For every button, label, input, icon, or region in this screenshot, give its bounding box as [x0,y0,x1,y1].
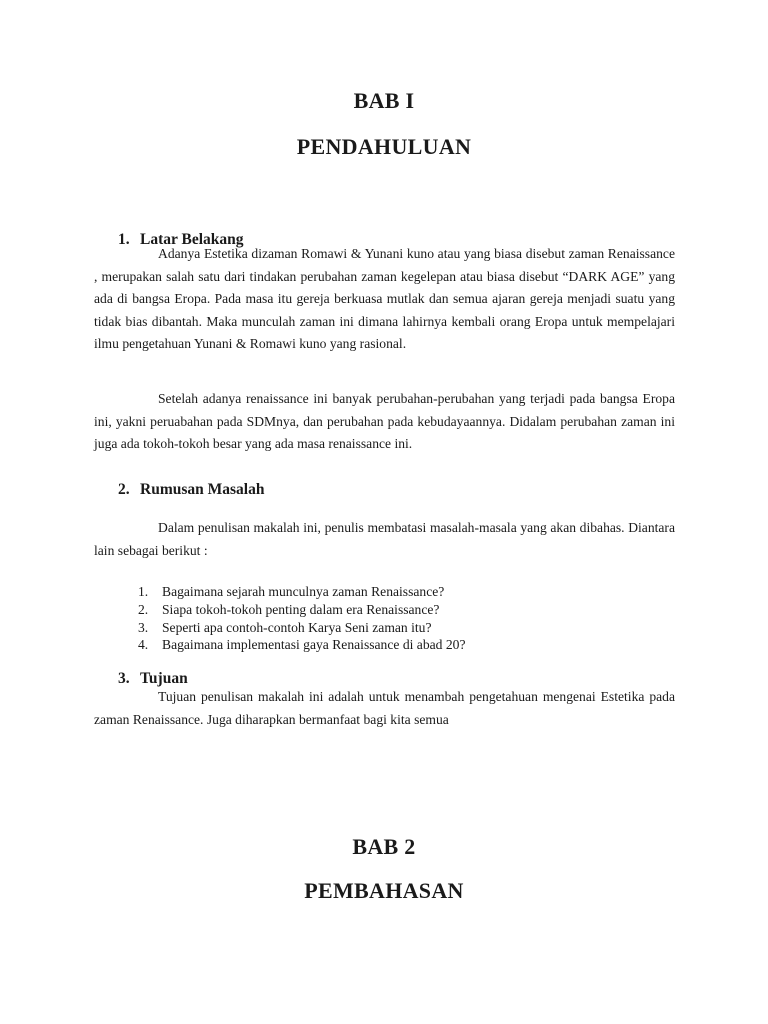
list-item: 1. Bagaimana sejarah munculnya zaman Renaissance? [138,584,445,599]
section-number: 1. [118,231,130,248]
list-item: 4. Bagaimana implementasi gaya Renaissance di abad 20? [138,637,466,653]
list-item: 3. Seperti apa contoh-contoh Karya Seni zaman itu? [138,619,432,635]
chapter-subtitle: PEMBAHASAN [304,878,464,903]
paragraph-text: Setelah adanya renaissance ini banyak perubahan-perubahan yang terjadi pada bangsa Eropa ini, yakni peruabahan pada SDMnya, dan perubahan pada kebudayaannya. Didalam perubahan zaman ini juga ada tokoh-tokoh besar yang ada masa renaissance ini. [94,391,675,452]
section-number: 3. [118,670,130,687]
paragraph-tujuan [94,686,675,731]
chapter-subtitle: PENDAHULUAN [296,134,472,159]
section-title: Latar Belakang [140,231,244,248]
section-title: Rumusan Masalah [140,481,265,498]
paragraph-text: Dalam penulisan makalah ini, penulis membatasi masalah-masala yang akan dibahas. Diantara lain sebagai berikut : [94,520,675,558]
question-list [138,583,465,654]
paragraph-latar-belakang-2 [94,388,675,456]
paragraph-latar-belakang-1 [94,243,675,356]
section-title: Tujuan [140,670,188,687]
chapter-title: BAB I [353,88,415,113]
paragraph-text: Tujuan penulisan makalah ini adalah untuk menambah pengetahuan mengenai Estetika pada zaman Renaissance. Juga diharapkan bermanfaat bagi kita semua [94,689,675,727]
section-number: 2. [118,481,130,498]
paragraph-text: Adanya Estetika dizaman Romawi & Yunani kuno atau yang biasa disebut zaman Renaissance , merupakan salah satu dari tindakan perubahan zaman kegelepan atau biasa disebut “DARK AGE” yang ada di bangsa Eropa. Pada masa itu gereja berkuasa mutlak dan semua ajaran gereja menjadi suatu yang tidak bias dibantah. Maka munculah zaman ini dimana lahirnya kembali orang Eropa untuk mempelajari ilmu pengetahuan Yunani & Romawi kuno yang rasional. [94,246,675,352]
paragraph-rumusan-masalah [94,517,675,562]
chapter-title: BAB 2 [352,834,416,859]
section-heading-rumusan-masalah [118,481,264,499]
list-item: 2. Siapa tokoh-tokoh penting dalam era Renaissance? [138,601,440,617]
